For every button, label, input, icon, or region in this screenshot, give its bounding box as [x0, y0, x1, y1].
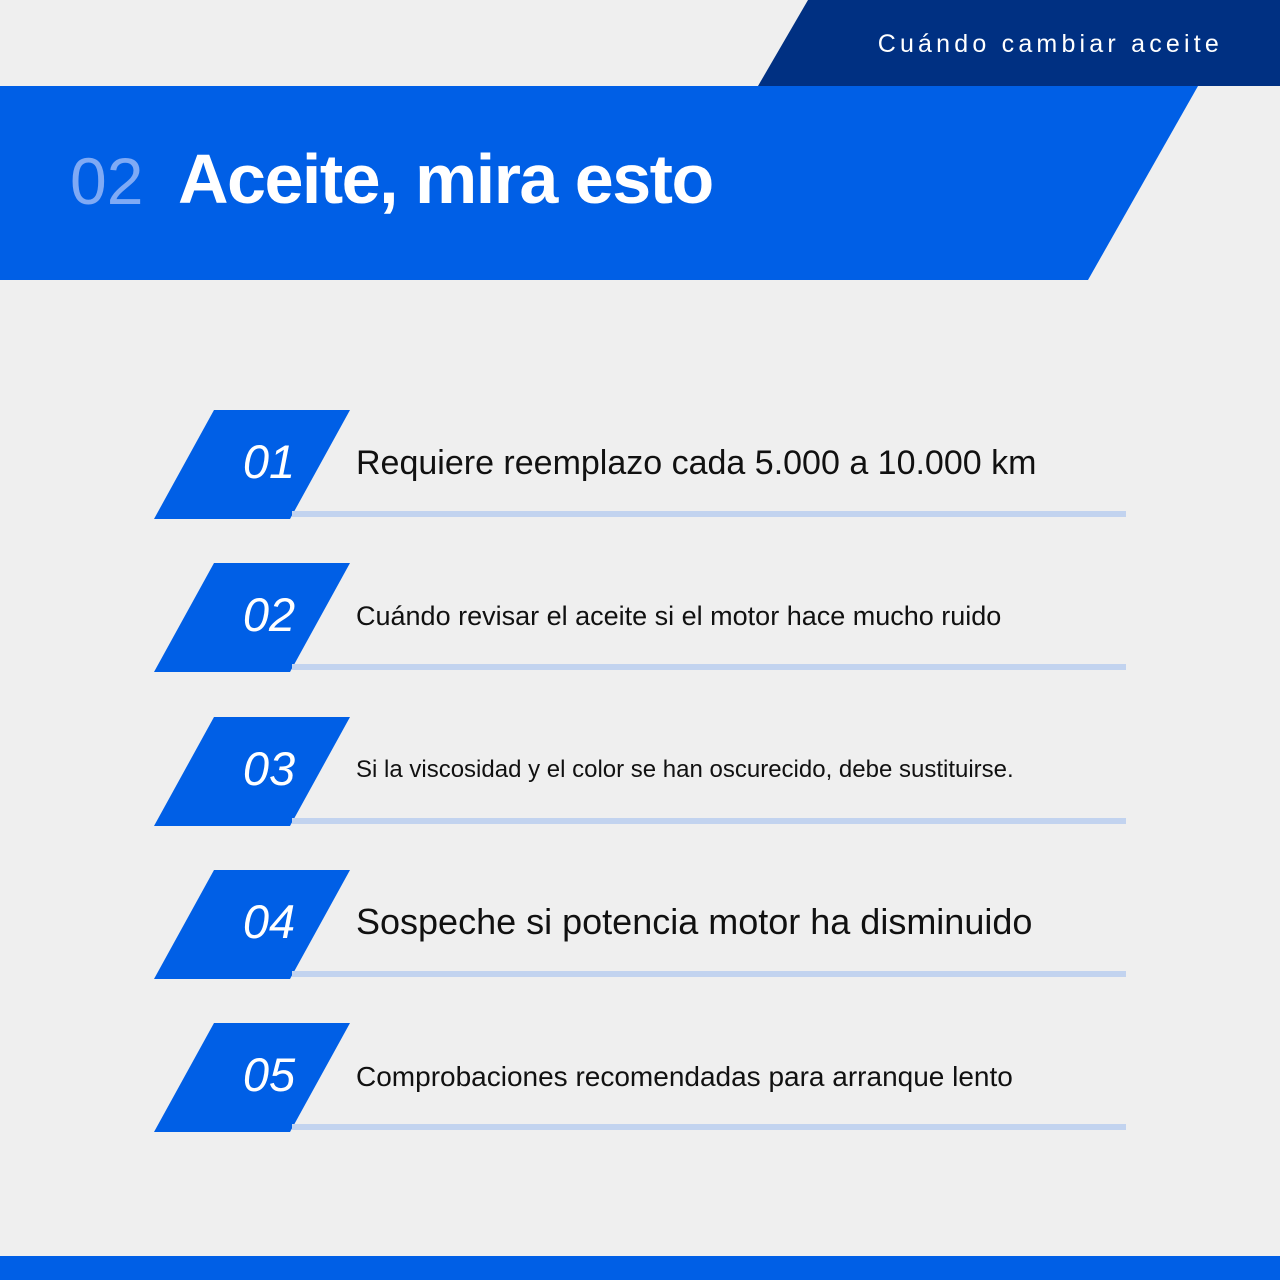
list-item: [154, 410, 1126, 520]
item-underline: [292, 511, 1126, 517]
item-underline: [292, 971, 1126, 977]
item-text: Sospeche si potencia motor ha disminuido: [356, 901, 1033, 942]
item-number: 05: [242, 1048, 296, 1101]
item-underline: [292, 1124, 1126, 1130]
item-number: 01: [242, 435, 296, 488]
item-number: 03: [242, 742, 296, 795]
list-item: [154, 1023, 1126, 1133]
item-text: Comprobaciones recomendadas para arranque lento: [356, 1061, 1013, 1092]
item-underline: [292, 818, 1126, 824]
top-tag: [0, 0, 1280, 86]
list-item: [154, 717, 1126, 827]
item-number: 04: [242, 895, 296, 948]
item-text: Si la viscosidad y el color se han oscurecido, debe sustituirse.: [356, 756, 1014, 783]
list-item: [154, 563, 1126, 673]
page-title: Aceite, mira esto: [178, 140, 713, 218]
hero-banner: [0, 86, 1280, 280]
bottom-accent-bar: [0, 1256, 1280, 1280]
item-number: 02: [242, 588, 296, 641]
item-underline: [292, 664, 1126, 670]
item-text: Cuándo revisar el aceite si el motor hace mucho ruido: [356, 601, 1002, 631]
top-tag-label: Cuándo cambiar aceite: [877, 30, 1223, 58]
hero-section-number: 02: [70, 144, 144, 218]
item-text: Requiere reemplazo cada 5.000 a 10.000 km: [356, 444, 1037, 482]
list-item: [154, 870, 1126, 980]
